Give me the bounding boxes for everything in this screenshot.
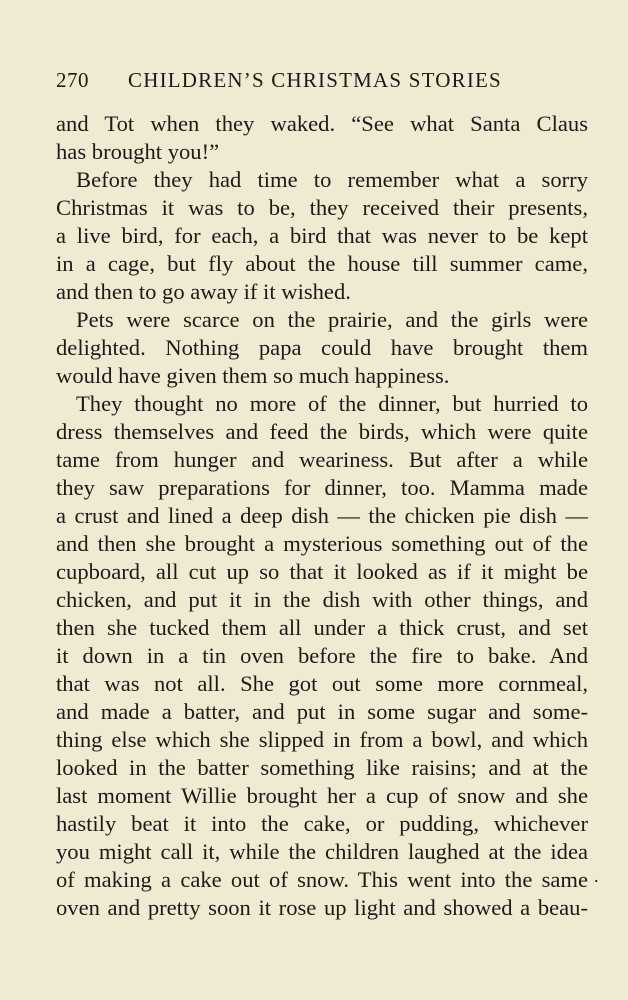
text-line: has brought you!”	[56, 139, 220, 164]
text-line: in a cage, but fly about the house till summer came,	[56, 251, 588, 276]
text-line: Before they had time to remember what a sorry	[76, 167, 588, 192]
stray-ink-dot: .	[594, 866, 599, 886]
text-line: that was not all. She got out some more cornmeal,	[56, 671, 588, 696]
text-line: thing else which she slipped in from a bowl, and which	[56, 727, 588, 752]
text-line: it down in a tin oven before the fire to bake. And	[56, 643, 588, 668]
text-line: Pets were scarce on the prairie, and the girls were	[76, 307, 588, 332]
text-line: they saw preparations for dinner, too. Mamma made	[56, 475, 588, 500]
text-line: dress themselves and feed the birds, which were quite	[56, 419, 588, 444]
text-line: a crust and lined a deep dish — the chicken pie dish —	[56, 503, 588, 528]
text-line: chicken, and put it in the dish with other things, and	[56, 587, 588, 612]
text-line: a live bird, for each, a bird that was never to be kept	[56, 223, 588, 248]
text-line: of making a cake out of snow. This went into the same	[56, 867, 588, 892]
text-line: looked in the batter something like raisins; and at the	[56, 755, 588, 780]
text-line: would have given them so much happiness.	[56, 363, 450, 388]
text-line: They thought no more of the dinner, but hurried to	[76, 391, 588, 416]
text-line: and Tot when they waked. “See what Santa Claus	[56, 111, 588, 136]
text-line: last moment Willie brought her a cup of snow and she	[56, 783, 588, 808]
text-line: and then she brought a mysterious something out of the	[56, 531, 588, 556]
text-line: and made a batter, and put in some sugar and some-	[56, 699, 588, 724]
text-line: then she tucked them all under a thick crust, and set	[56, 615, 588, 640]
text-line: cupboard, all cut up so that it looked as if it might be	[56, 559, 588, 584]
text-line: tame from hunger and weariness. But after a while	[56, 447, 588, 472]
text-line: oven and pretty soon it rose up light and showed a beau-	[56, 895, 588, 920]
text-line: Christmas it was to be, they received their presents,	[56, 195, 588, 220]
running-title: CHILDREN’S CHRISTMAS STORIES	[128, 68, 502, 92]
text-line: delighted. Nothing papa could have brought them	[56, 335, 588, 360]
running-head	[56, 68, 588, 98]
page-number: 270	[56, 68, 89, 92]
text-line: and then to go away if it wished.	[56, 279, 351, 304]
text-line: you might call it, while the children laughed at the idea	[56, 839, 588, 864]
text-line: hastily beat it into the cake, or pudding, whichever	[56, 811, 588, 836]
